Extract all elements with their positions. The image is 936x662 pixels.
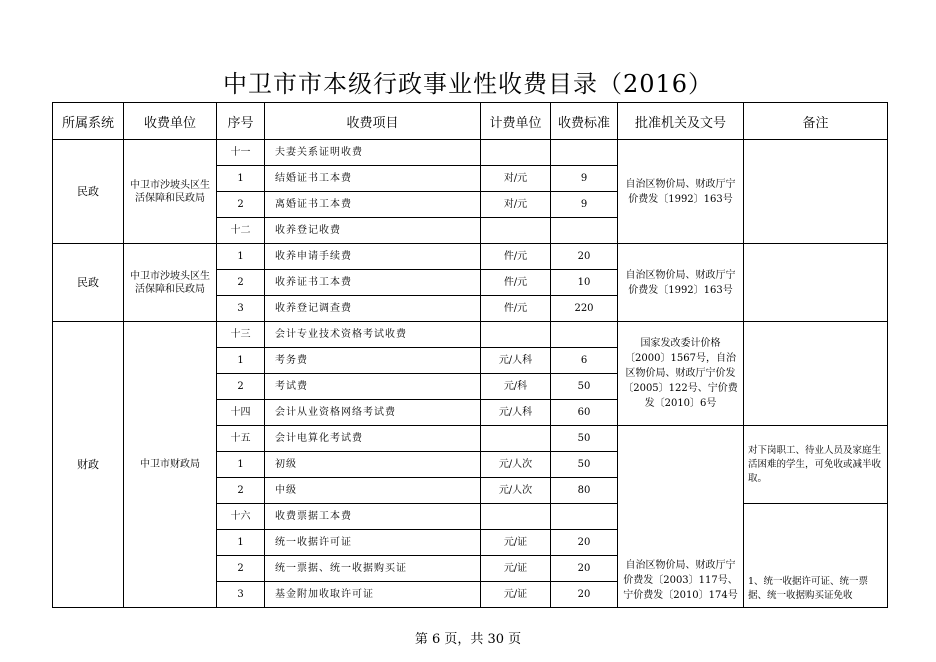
unit-cell: 中卫市沙坡头区生活保障和民政局 <box>124 244 217 322</box>
no-cell: 十五 <box>217 426 265 452</box>
system-cell: 民政 <box>53 140 124 244</box>
item-cell: 基金附加收取许可证 <box>265 582 481 608</box>
standard-cell: 50 <box>551 452 618 478</box>
system-cell: 民政 <box>53 244 124 322</box>
billing-unit-cell: 件/元 <box>481 270 551 296</box>
no-cell: 十三 <box>217 322 265 348</box>
no-cell: 2 <box>217 192 265 218</box>
item-cell: 收养登记调查费 <box>265 296 481 322</box>
header-item: 收费项目 <box>265 103 481 140</box>
billing-unit-cell <box>481 218 551 244</box>
billing-unit-cell: 件/元 <box>481 244 551 270</box>
note-cell: 1、统一收据许可证、统一票据、统一收据购买证免收 <box>744 504 888 608</box>
item-cell: 初级 <box>265 452 481 478</box>
item-cell: 会计专业技术资格考试收费 <box>265 322 481 348</box>
billing-unit-cell: 元/证 <box>481 556 551 582</box>
standard-cell <box>551 140 618 166</box>
billing-unit-cell: 元/证 <box>481 530 551 556</box>
billing-unit-cell: 元/人科 <box>481 400 551 426</box>
item-cell: 统一收据许可证 <box>265 530 481 556</box>
billing-unit-cell: 元/人次 <box>481 452 551 478</box>
no-cell: 1 <box>217 530 265 556</box>
standard-cell: 60 <box>551 400 618 426</box>
no-cell: 1 <box>217 348 265 374</box>
item-cell: 会计电算化考试费 <box>265 426 481 452</box>
no-cell: 2 <box>217 556 265 582</box>
header-note: 备注 <box>744 103 888 140</box>
header-system: 所属系统 <box>53 103 124 140</box>
header-standard: 收费标准 <box>551 103 618 140</box>
item-cell: 中级 <box>265 478 481 504</box>
item-cell: 收养证书工本费 <box>265 270 481 296</box>
standard-cell: 20 <box>551 556 618 582</box>
note-cell <box>744 244 888 322</box>
standard-cell: 80 <box>551 478 618 504</box>
approval-cell: 自治区物价局、财政厅宁价费发〔1992〕163号 <box>618 140 744 244</box>
standard-cell: 20 <box>551 530 618 556</box>
standard-cell: 20 <box>551 582 618 608</box>
billing-unit-cell: 件/元 <box>481 296 551 322</box>
no-cell: 十六 <box>217 504 265 530</box>
item-cell: 会计从业资格网络考试费 <box>265 400 481 426</box>
unit-cell: 中卫市财政局 <box>124 322 217 608</box>
billing-unit-cell: 对/元 <box>481 192 551 218</box>
header-unit: 收费单位 <box>124 103 217 140</box>
billing-unit-cell: 元/人科 <box>481 348 551 374</box>
fee-table-container <box>52 102 887 601</box>
standard-cell: 9 <box>551 192 618 218</box>
unit-cell: 中卫市沙坡头区生活保障和民政局 <box>124 140 217 244</box>
standard-cell <box>551 218 618 244</box>
page-title: 中卫市市本级行政事业性收费目录（2016） <box>222 70 714 98</box>
table-row <box>53 140 888 166</box>
no-cell: 2 <box>217 478 265 504</box>
item-cell: 收养申请手续费 <box>265 244 481 270</box>
standard-cell <box>551 322 618 348</box>
item-cell: 收养登记收费 <box>265 218 481 244</box>
header-approval: 批准机关及文号 <box>618 103 744 140</box>
billing-unit-cell: 元/人次 <box>481 478 551 504</box>
billing-unit-cell <box>481 322 551 348</box>
table-row <box>53 322 888 348</box>
item-cell: 结婚证书工本费 <box>265 166 481 192</box>
no-cell: 十二 <box>217 218 265 244</box>
note-cell <box>744 140 888 244</box>
system-cell: 财政 <box>53 322 124 608</box>
standard-cell: 220 <box>551 296 618 322</box>
item-cell: 夫妻关系证明收费 <box>265 140 481 166</box>
billing-unit-cell <box>481 140 551 166</box>
item-cell: 离婚证书工本费 <box>265 192 481 218</box>
item-cell: 统一票据、统一收据购买证 <box>265 556 481 582</box>
approval-cell: 自治区物价局、财政厅宁价费发〔2003〕117号、宁价费发〔2010〕174号 <box>618 426 744 608</box>
no-cell: 3 <box>217 296 265 322</box>
no-cell: 1 <box>217 166 265 192</box>
standard-cell: 6 <box>551 348 618 374</box>
standard-cell: 10 <box>551 270 618 296</box>
standard-cell: 50 <box>551 426 618 452</box>
fee-table <box>52 102 888 608</box>
no-cell: 2 <box>217 270 265 296</box>
note-cell <box>744 322 888 426</box>
header-billing-unit: 计费单位 <box>481 103 551 140</box>
standard-cell: 20 <box>551 244 618 270</box>
item-cell: 考试费 <box>265 374 481 400</box>
approval-cell: 国家发改委计价格〔2000〕1567号，自治区物价局、财政厅宁价发〔2005〕122号、宁价费发〔2010〕6号 <box>618 322 744 426</box>
item-cell: 收费票据工本费 <box>265 504 481 530</box>
header-no: 序号 <box>217 103 265 140</box>
no-cell: 3 <box>217 582 265 608</box>
billing-unit-cell <box>481 504 551 530</box>
standard-cell <box>551 504 618 530</box>
standard-cell: 50 <box>551 374 618 400</box>
no-cell: 十四 <box>217 400 265 426</box>
billing-unit-cell: 元/证 <box>481 582 551 608</box>
item-cell: 考务费 <box>265 348 481 374</box>
no-cell: 2 <box>217 374 265 400</box>
standard-cell: 9 <box>551 166 618 192</box>
billing-unit-cell <box>481 426 551 452</box>
table-row <box>53 244 888 270</box>
page-footer: 第 6 页，共 30 页 <box>414 632 522 647</box>
billing-unit-cell: 元/科 <box>481 374 551 400</box>
no-cell: 1 <box>217 244 265 270</box>
table-header-row <box>53 103 888 140</box>
no-cell: 1 <box>217 452 265 478</box>
note-cell: 对下岗职工、待业人员及家庭生活困难的学生，可免收或减半收取。 <box>744 426 888 504</box>
no-cell: 十一 <box>217 140 265 166</box>
approval-cell: 自治区物价局、财政厅宁价费发〔1992〕163号 <box>618 244 744 322</box>
billing-unit-cell: 对/元 <box>481 166 551 192</box>
